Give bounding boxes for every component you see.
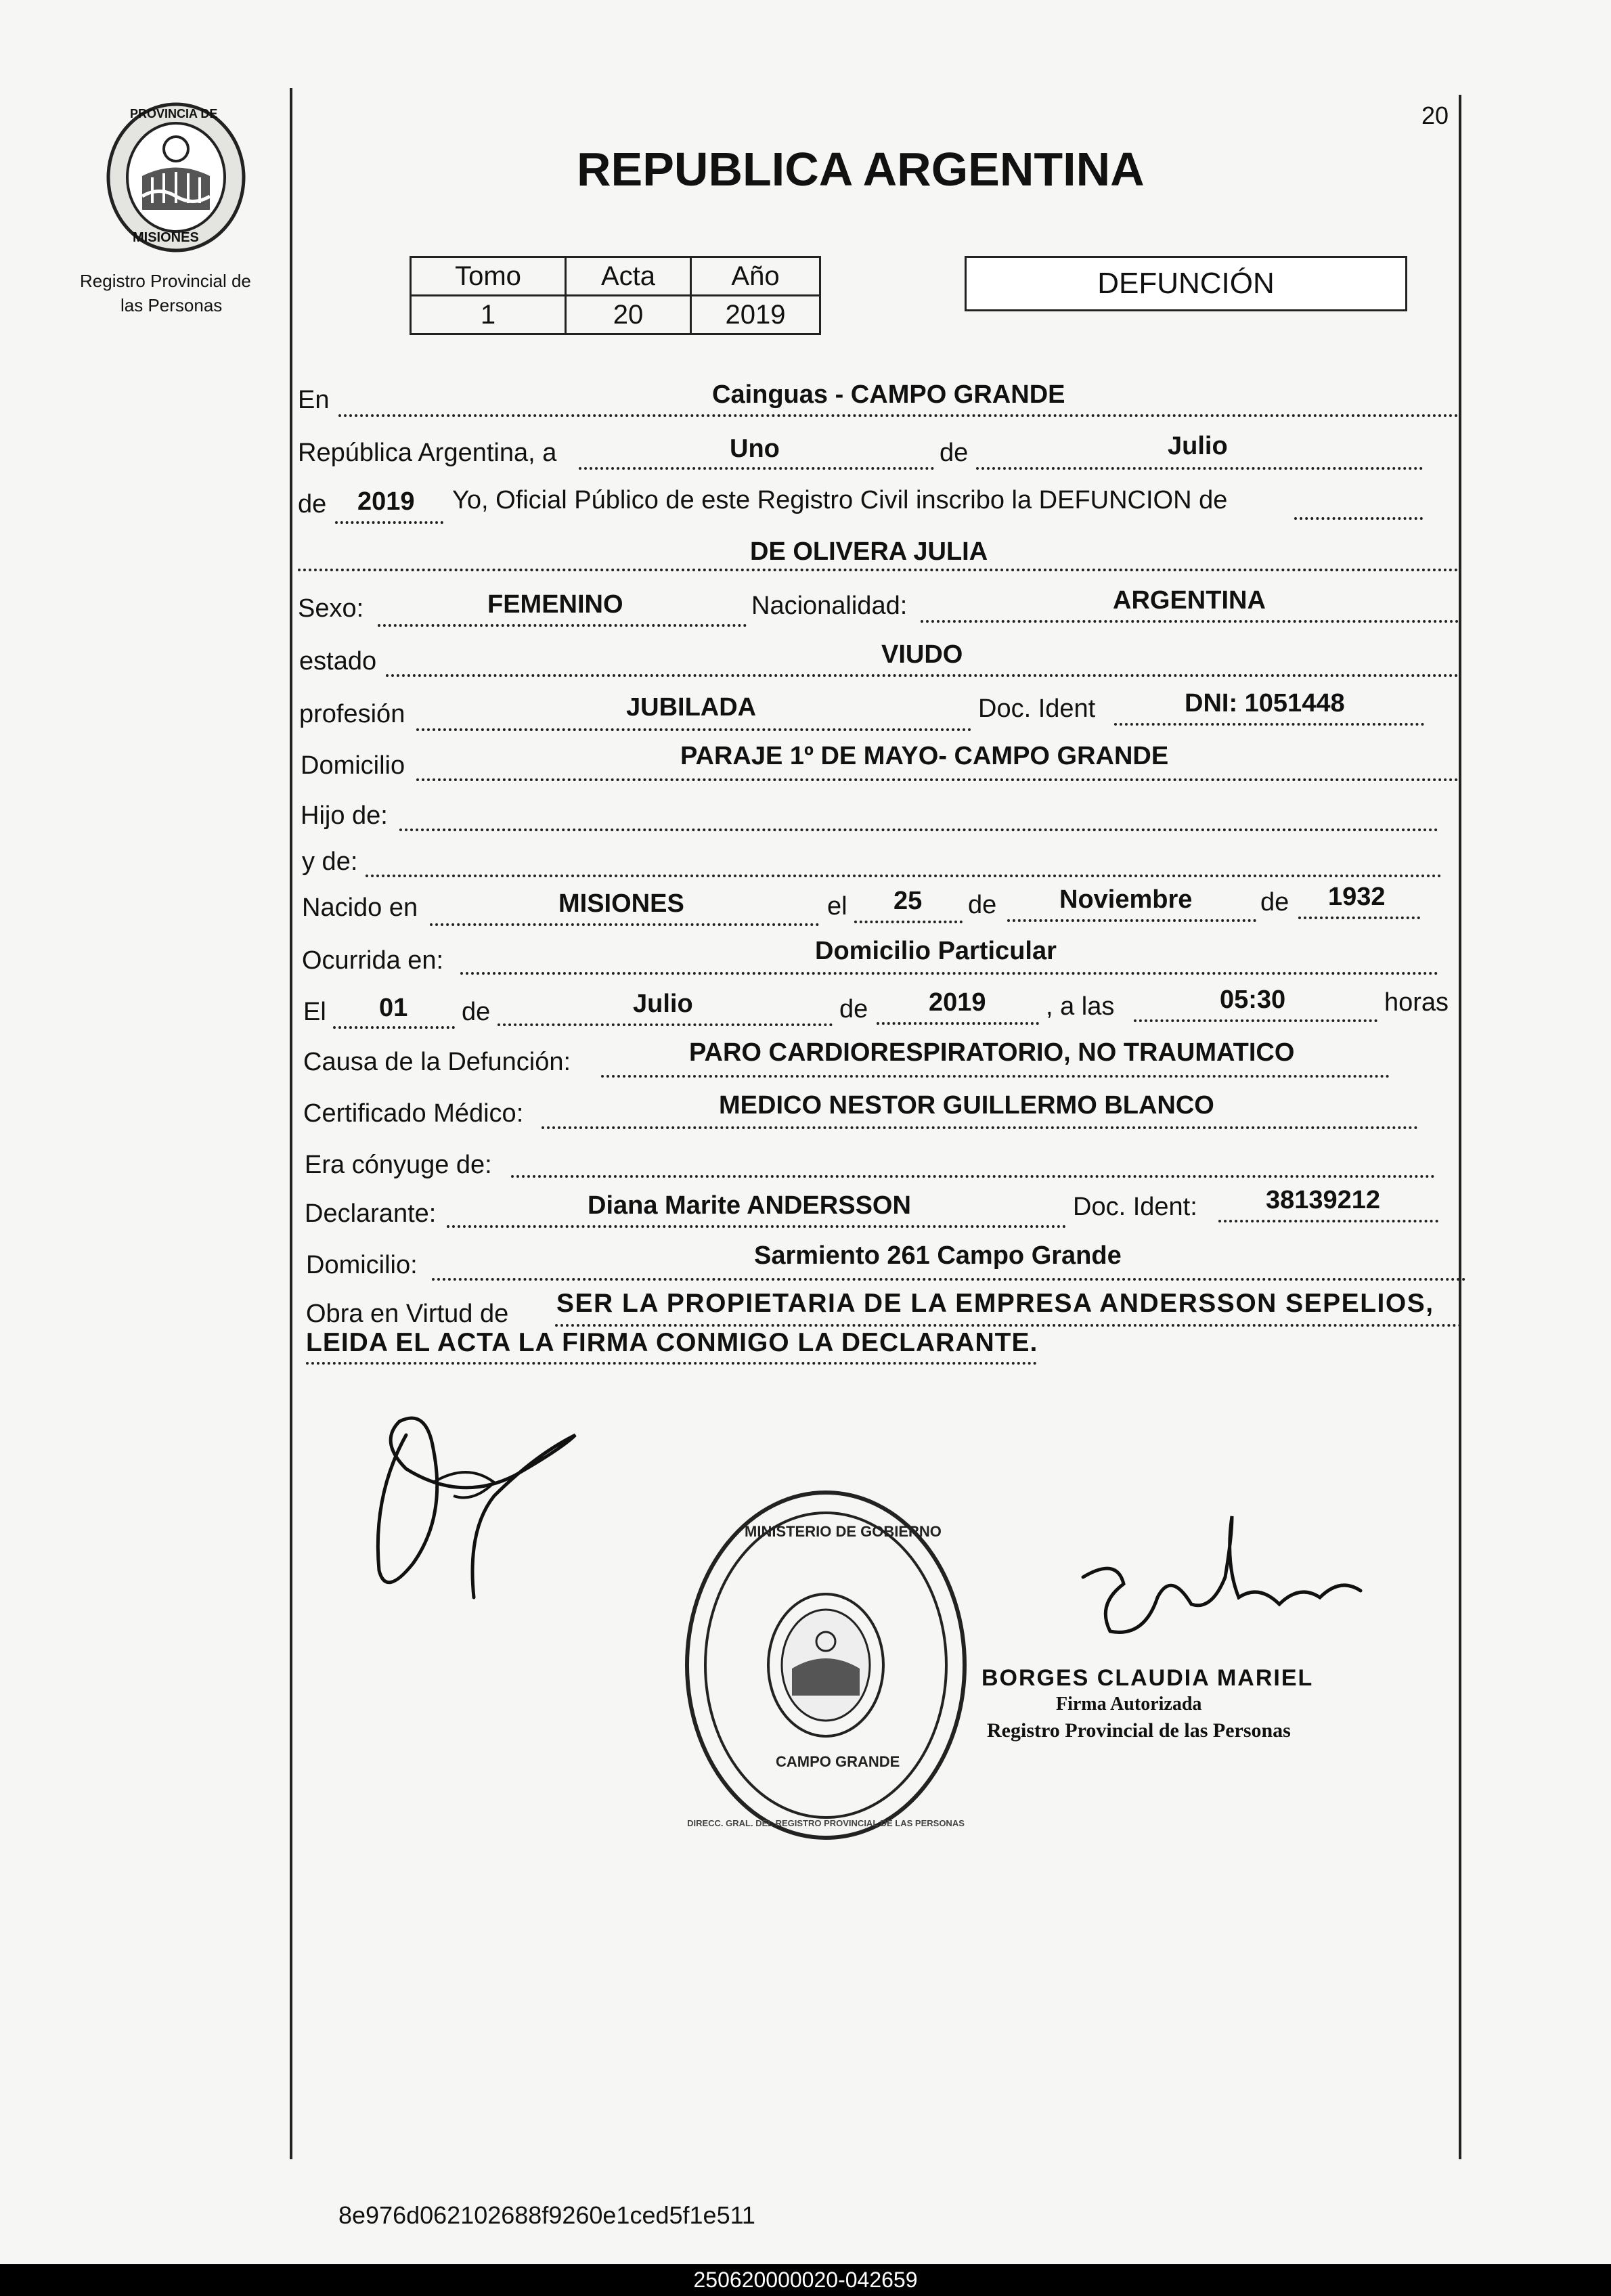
- official-signature: [1056, 1503, 1394, 1679]
- record-type-box: [965, 256, 1407, 311]
- label-declarante: Declarante:: [305, 1199, 437, 1228]
- line-death-day: [333, 1026, 455, 1029]
- line-causa: [601, 1075, 1390, 1078]
- line-time: [1134, 1019, 1377, 1022]
- record-value-ano: 2019: [691, 296, 820, 334]
- seal-bottom-text: MISIONES: [133, 230, 199, 245]
- record-header-acta: Acta: [566, 257, 691, 296]
- line-conyuge: [511, 1175, 1435, 1178]
- line-name: [298, 569, 1459, 571]
- line-doc-declarante: [1218, 1220, 1438, 1222]
- label-horas: horas: [1384, 988, 1449, 1017]
- value-doc-declarante: 38139212: [1266, 1186, 1381, 1214]
- value-causa: PARO CARDIORESPIRATORIO, NO TRAUMATICO: [689, 1038, 1295, 1067]
- line-day-words: [579, 467, 934, 470]
- line-death-year: [877, 1022, 1039, 1025]
- value-domicilio: PARAJE 1º DE MAYO- CAMPO GRANDE: [680, 742, 1169, 770]
- value-certificado: MEDICO NESTOR GUILLERMO BLANCO: [719, 1091, 1214, 1120]
- value-birth-year: 1932: [1328, 883, 1386, 911]
- document-hash: 8e976d062102688f9260e1ced5f1e511: [338, 2201, 755, 2229]
- label-de-1: de: [940, 439, 969, 467]
- value-profesion: JUBILADA: [626, 693, 757, 722]
- value-month: Julio: [1168, 432, 1228, 460]
- line-year: [335, 521, 443, 524]
- value-time: 05:30: [1220, 986, 1286, 1014]
- line-profesion: [416, 728, 971, 731]
- line-month: [976, 467, 1423, 470]
- registry-label-line1: Registro Provincial de: [80, 271, 251, 291]
- value-name: DE OLIVERA JULIA: [750, 537, 988, 566]
- record-value-acta: 20: [566, 296, 691, 334]
- line-domicilio: [416, 778, 1459, 781]
- label-conyuge: Era cónyuge de:: [305, 1151, 492, 1179]
- line-domicilio-2: [432, 1278, 1466, 1281]
- label-domicilio: Domicilio: [301, 751, 405, 780]
- label-de-5: de: [462, 998, 491, 1026]
- value-ocurrida: Domicilio Particular: [815, 937, 1057, 965]
- line-en: [338, 414, 1459, 417]
- label-y-de: y de:: [302, 847, 358, 876]
- line-nacido: [430, 923, 819, 926]
- line-estado: [386, 674, 1459, 677]
- label-ocurrida: Ocurrida en:: [302, 946, 444, 975]
- label-certificado: Certificado Médico:: [303, 1099, 524, 1128]
- label-profesion: profesión: [299, 700, 405, 728]
- value-sexo: FEMENINO: [487, 590, 623, 619]
- value-day-words: Uno: [730, 435, 780, 463]
- label-estado: estado: [299, 647, 377, 676]
- label-de-4: de: [1260, 888, 1289, 917]
- stamp-inner-text: MINISTERIO DE GOBIERNO: [745, 1523, 942, 1540]
- official-role: Firma Autorizada: [1056, 1694, 1202, 1715]
- stamp-location: CAMPO GRANDE: [776, 1753, 900, 1770]
- line-sexo: [378, 624, 747, 627]
- label-el-2: El: [303, 998, 326, 1026]
- value-dni: DNI: 1051448: [1185, 689, 1345, 718]
- declarant-signature: [359, 1394, 582, 1611]
- official-office: Registro Provincial de las Personas: [987, 1719, 1291, 1742]
- value-domicilio-2: Sarmiento 261 Campo Grande: [754, 1241, 1122, 1270]
- value-birth-day: 25: [893, 887, 923, 915]
- value-nacido: MISIONES: [558, 889, 684, 918]
- value-obra-line2: LEIDA EL ACTA LA FIRMA CONMIGO LA DECLARANTE.: [306, 1328, 1038, 1357]
- official-name: BORGES CLAUDIA MARIEL: [981, 1665, 1314, 1691]
- value-year: 2019: [357, 487, 415, 516]
- record-value-tomo: 1: [411, 296, 566, 334]
- record-type: DEFUNCIÓN: [1097, 267, 1275, 300]
- label-yo: Yo, Oficial Público de este Registro Civil inscribo la DEFUNCION de: [452, 486, 1228, 514]
- line-hijo: [399, 829, 1438, 831]
- label-doc-ident-2: Doc. Ident:: [1073, 1193, 1197, 1221]
- value-estado: VIUDO: [881, 640, 963, 669]
- label-el-1: el: [827, 892, 847, 921]
- value-death-month: Julio: [633, 990, 693, 1018]
- stamp-ring-label: DIRECC. GRAL. DEL REGISTRO PROVINCIAL DE LAS PERSONAS: [687, 1818, 965, 1828]
- record-header-ano: Año: [691, 257, 820, 296]
- line-ocurrida: [460, 972, 1438, 975]
- footer-id: 250620000020-042659: [693, 2268, 918, 2292]
- value-obra-line1: SER LA PROPIETARIA DE LA EMPRESA ANDERSSON SEPELIOS,: [556, 1289, 1434, 1318]
- label-doc-ident: Doc. Ident: [978, 694, 1096, 723]
- label-obra: Obra en Virtud de: [306, 1300, 509, 1328]
- footer-id-bar: [0, 2264, 1611, 2296]
- line-obra-1: [555, 1324, 1462, 1327]
- label-nacido: Nacido en: [302, 893, 418, 922]
- line-birth-month: [1007, 919, 1256, 922]
- label-domicilio-2: Domicilio:: [306, 1251, 418, 1279]
- line-certificado: [542, 1126, 1418, 1129]
- label-en: En: [298, 386, 330, 414]
- label-de-6: de: [839, 995, 868, 1023]
- value-declarante: Diana Marite ANDERSSON: [588, 1191, 911, 1220]
- line-death-month: [498, 1023, 833, 1026]
- line-birth-year: [1298, 917, 1420, 919]
- label-sexo: Sexo:: [298, 594, 364, 623]
- line-birth-day: [854, 921, 963, 923]
- line-dni: [1114, 723, 1424, 726]
- line-declarante: [447, 1225, 1066, 1228]
- left-margin-line: [290, 88, 292, 2159]
- record-table: [410, 256, 821, 335]
- value-nacionalidad: ARGENTINA: [1113, 586, 1266, 615]
- line-obra-2: [306, 1362, 1037, 1365]
- label-republica: República Argentina, a: [298, 439, 557, 467]
- record-header-tomo: Tomo: [411, 257, 566, 296]
- value-birth-month: Noviembre: [1059, 885, 1193, 914]
- label-nacionalidad: Nacionalidad:: [751, 592, 908, 620]
- line-yo-tail: [1294, 517, 1423, 520]
- value-en: Cainguas - CAMPO GRANDE: [712, 380, 1065, 409]
- page-number: 20: [1421, 102, 1449, 129]
- line-y-de: [366, 875, 1442, 877]
- value-death-year: 2019: [929, 988, 986, 1017]
- line-nacionalidad: [921, 620, 1459, 623]
- label-causa: Causa de la Defunción:: [303, 1048, 571, 1076]
- right-margin-line: [1459, 95, 1461, 2159]
- label-de-3: de: [968, 891, 997, 919]
- country-title: REPUBLICA ARGENTINA: [577, 143, 1145, 196]
- label-hijo: Hijo de:: [301, 801, 388, 830]
- label-a-las: , a las: [1046, 992, 1115, 1021]
- seal-top-text: PROVINCIA DE: [130, 107, 218, 120]
- label-de-2: de: [298, 490, 327, 518]
- registry-label-line2: las Personas: [120, 295, 223, 315]
- value-death-day: 01: [379, 994, 408, 1022]
